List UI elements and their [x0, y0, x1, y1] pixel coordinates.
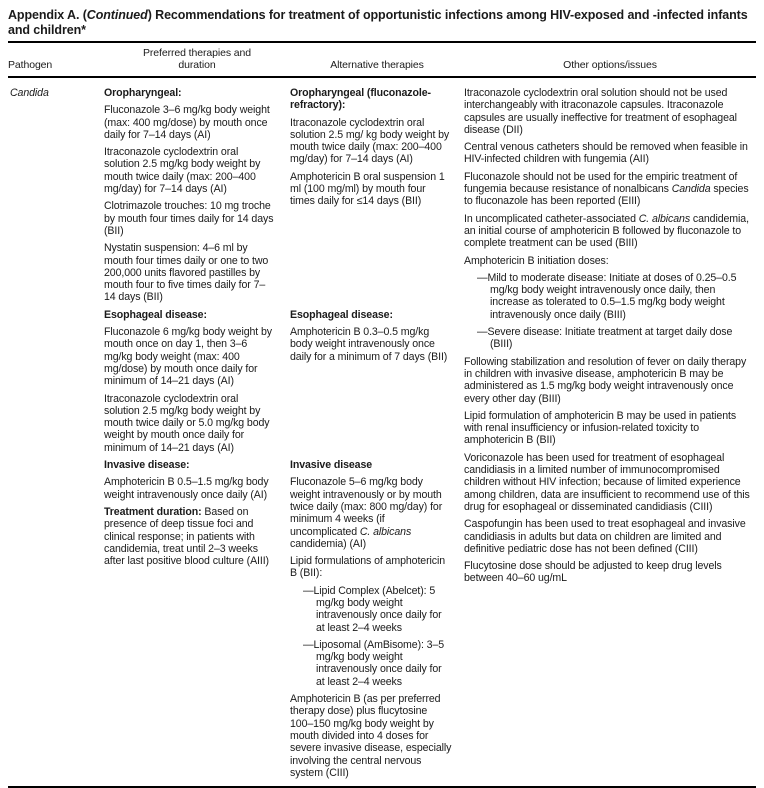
- text-segment: Oropharyngeal (fluconazole-refractory):: [290, 87, 431, 112]
- paragraph: [290, 117, 452, 166]
- text-segment: Central venous catheters should be removed when feasible in HIV-infected children with fungemia (AII): [464, 141, 748, 166]
- text-segment: Amphotericin B (as per preferred therapy dose) plus flucytosine 100–150 mg/kg body weight by mouth divided into 4 doses for severe invasive disease, especially involving the central nervous system (CIII): [290, 693, 452, 779]
- text-segment: species to fluconazole has been reported (EIII): [464, 183, 749, 208]
- paragraph: [464, 255, 752, 267]
- column-header-preferred-label: Preferred therapies and duration: [142, 47, 252, 71]
- table-body: [8, 78, 756, 784]
- paragraph: [104, 326, 274, 387]
- preferred-invasive-section: [104, 459, 290, 784]
- paragraph: [104, 104, 274, 141]
- paragraph: [290, 171, 452, 208]
- text-segment: Itraconazole cyclodextrin oral solution 2.5 mg/kg body weight by mouth twice daily (max: 200–400 mg/day) for 7–14 days (AI): [104, 146, 261, 196]
- text-segment: C. albicans: [359, 525, 412, 538]
- text-segment: Itraconazole cyclodextrin oral solution should not be used interchangeably with itraconazole capsules. Itraconazole capsules are usually ineffective for treatment of esophageal disease (DII): [464, 87, 737, 136]
- text-segment: Amphotericin B initiation doses:: [464, 254, 609, 267]
- dash-list-item: [464, 326, 752, 351]
- text-segment: Fluconazole 6 mg/kg body weight by mouth once on day 1, then 3–6 mg/kg body weight (max: 400 mg/dose) by mouth once daily for minimum of 14–21 days (AI): [104, 326, 272, 388]
- paragraph: [464, 560, 752, 585]
- paragraph: [290, 693, 452, 779]
- text-segment: Esophageal disease:: [104, 308, 207, 321]
- title-text-rest: ) Recommendations for treatment of opportunistic infections among HIV-exposed and -infected infants and children*: [8, 8, 748, 37]
- text-segment: Itraconazole cyclodextrin oral solution 2.5 mg/ kg body weight by mouth twice daily (max: 200–400 mg/day) for 7–14 days (AI): [290, 116, 450, 166]
- text-segment: candidemia) (AI): [290, 537, 367, 550]
- other-options-cell: [464, 87, 756, 784]
- section-heading: [104, 309, 274, 321]
- text-segment: Invasive disease: [290, 459, 373, 472]
- alternative-oropharyngeal-section: [290, 87, 464, 309]
- paragraph: [104, 242, 274, 303]
- section-heading: [104, 459, 274, 471]
- paragraph: [290, 326, 452, 363]
- text-segment: Fluconazole 3–6 mg/kg body weight (max: 400 mg/dose) by mouth once daily for 7–14 days (AI): [104, 104, 270, 141]
- text-segment: Itraconazole cyclodextrin oral solution 2.5 mg/kg body weight by mouth twice daily or 5.0 mg/kg body weight by mouth once daily for minimum of 14–21 days (AI): [104, 392, 270, 454]
- text-segment: Oropharyngeal:: [104, 87, 182, 99]
- text-segment: Esophageal disease:: [290, 308, 393, 321]
- pathogen-cell: [8, 87, 104, 784]
- text-segment: Treatment duration:: [104, 505, 202, 518]
- column-header-alternative-therapies: Alternative therapies: [330, 59, 424, 71]
- text-segment: C. albicans: [638, 212, 691, 225]
- paragraph: [464, 452, 752, 513]
- dash-list-item: [464, 272, 752, 321]
- text-segment: Invasive disease:: [104, 459, 190, 472]
- paragraph: [464, 87, 752, 136]
- paragraph: [104, 393, 274, 454]
- paragraph: [290, 476, 452, 550]
- pathogen-name: Candida: [10, 87, 49, 99]
- paragraph: [464, 356, 752, 405]
- section-heading: [290, 309, 452, 321]
- text-segment: —Mild to moderate disease: Initiate at doses of 0.25–0.5 mg/kg body weight intravenously once daily, then increase as tolerated to 0.5–1.5 mg/kg body weight intravenously once daily (BIII): [477, 271, 737, 321]
- dash-list-item: [290, 639, 452, 688]
- text-segment: Based on presence of deep tissue foci and clinical response; in patients with candidemia, treat until 2–3 weeks after last positive blood culture (AIII): [104, 505, 269, 568]
- paragraph: [464, 518, 752, 555]
- text-segment: Voriconazole has been used for treatment of esophageal candidiasis in a limited number of immunocompromised children without HIV infection; because of limited experience among children, data are insufficient to recommend use of this drug for esophageal or disseminated candidiasis (CIII): [464, 451, 750, 513]
- paragraph: [464, 141, 752, 166]
- section-heading: [104, 87, 274, 99]
- alternative-invasive-section: [290, 459, 464, 784]
- title-continued-label: Continued: [86, 8, 148, 22]
- paragraph: [464, 213, 752, 250]
- section-heading: [290, 87, 452, 112]
- text-segment: Following stabilization and resolution of fever on daily therapy in children with invasive disease, amphotericin B may be administered as 1.5 mg/kg body weight intravenously once every other day (BIII): [464, 355, 747, 405]
- text-segment: Caspofungin has been used to treat esophageal and invasive candidiasis in adults but data on children are limited and definitive pediatric dose has not been defined (CIII): [464, 518, 746, 555]
- paragraph: [104, 476, 274, 501]
- paragraph: [104, 506, 274, 567]
- alternative-esophageal-section: [290, 309, 464, 459]
- text-segment: Fluconazole should not be used for the empiric treatment of fungemia because resistance of nonalbicans: [464, 170, 738, 196]
- section-heading: [290, 459, 452, 471]
- text-segment: Fluconazole 5–6 mg/kg body weight intravenously or by mouth twice daily (max: 800 mg/day) for minimum 4 weeks (if uncomplicated: [290, 476, 443, 538]
- appendix-title: [8, 8, 756, 43]
- text-segment: Amphotericin B 0.5–1.5 mg/kg body weight intravenously once daily (AI): [104, 476, 269, 501]
- text-segment: —Lipid Complex (Abelcet): 5 mg/kg body weight intravenously once daily for at least 2–4 weeks: [303, 584, 442, 634]
- column-header-other-options: Other options/issues: [563, 59, 657, 71]
- paragraph: [464, 171, 752, 208]
- text-segment: —Liposomal (AmBisome): 3–5 mg/kg body weight intravenously once daily for at least 2–4 weeks: [303, 638, 445, 688]
- text-segment: Flucytosine dose should be adjusted to keep drug levels between 40–60 ug/mL: [464, 560, 722, 585]
- paragraph: [104, 200, 274, 237]
- title-text-start: Appendix A. (: [8, 8, 87, 22]
- text-segment: Amphotericin B oral suspension 1 ml (100 mg/ml) by mouth four times daily for ≤14 days (BII): [290, 170, 445, 208]
- text-segment: Amphotericin B 0.3–0.5 mg/kg body weight intravenously once daily for a minimum of 7 days (BII): [290, 326, 448, 363]
- text-segment: Lipid formulations of amphotericin B (BII):: [290, 555, 445, 580]
- table-header: [8, 43, 756, 78]
- text-segment: In uncomplicated catheter-associated: [464, 212, 639, 225]
- dash-list-item: [290, 585, 452, 634]
- text-segment: Clotrimazole trouches: 10 mg troche by mouth four times daily for 14 days (BII): [104, 200, 274, 237]
- paragraph: [464, 410, 752, 447]
- column-header-preferred-therapies: [104, 47, 290, 71]
- text-segment: Candida: [671, 183, 711, 196]
- text-segment: Nystatin suspension: 4–6 ml by mouth four times daily or one to two 200,000 units flavored pastilles by mouth four to five times daily for 7–14 days (BII): [104, 242, 269, 304]
- preferred-esophageal-section: [104, 309, 290, 459]
- paragraph: [104, 146, 274, 195]
- text-segment: Lipid formulation of amphotericin B may be used in patients with renal insufficiency or infusion-related toxicity to amphotericin B (BII): [464, 409, 737, 447]
- column-header-pathogen: Pathogen: [8, 59, 53, 71]
- paragraph: [290, 555, 452, 580]
- text-segment: —Severe disease: Initiate treatment at target daily dose (BIII): [477, 326, 733, 351]
- preferred-oropharyngeal-section: [104, 87, 290, 309]
- text-segment: candidemia, an initial course of amphotericin B followed by fluconazole to complete treatment can be used (BIII): [464, 212, 749, 250]
